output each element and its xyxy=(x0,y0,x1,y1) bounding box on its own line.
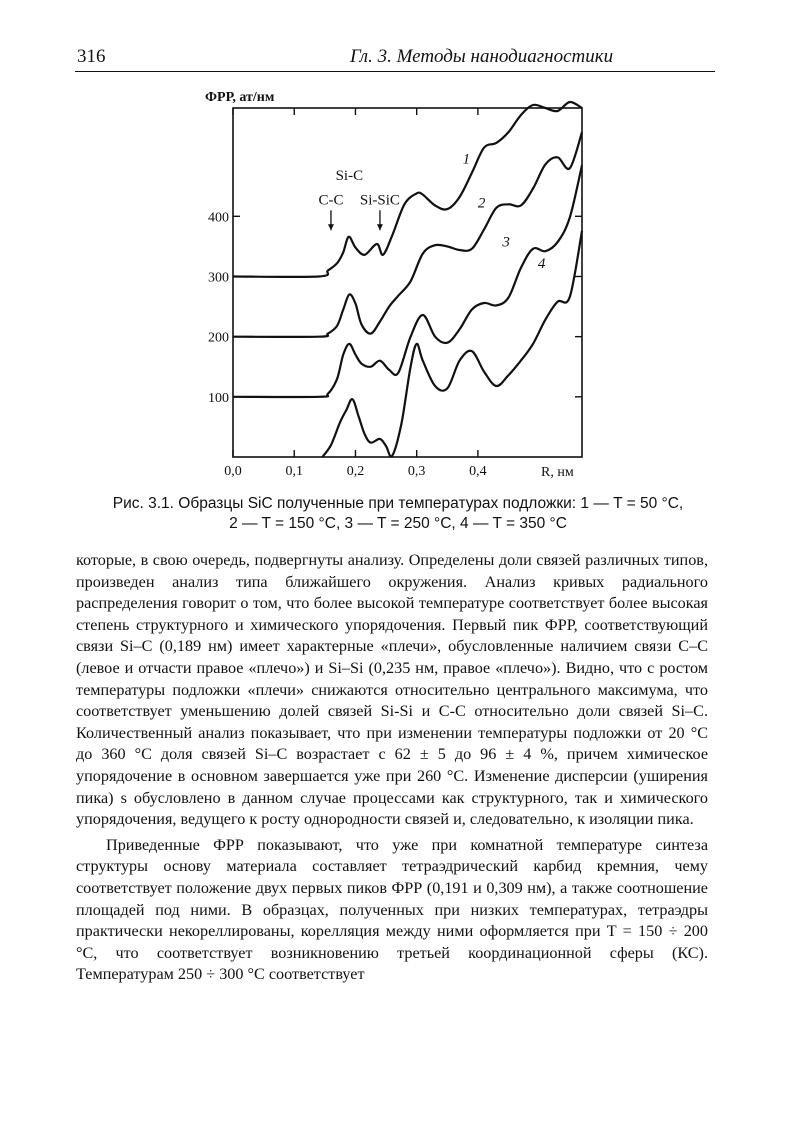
x-tick-label: 0,2 xyxy=(346,464,365,479)
x-tick-label: 0,0 xyxy=(224,464,242,479)
series-label-3: 3 xyxy=(502,234,510,251)
series-label-1: 1 xyxy=(462,151,471,168)
series-label-4: 4 xyxy=(537,256,546,273)
paragraph-2: Приведенные ФРР показывают, что уже при комнатной температуре синтеза структуры основу материала составляет тетраэдрический карбид кремния, чему соответствует положение двух первых пиков ФРР (0,191 и 0,309 нм), а также соотношение площадей под ними. В образцах, полученных при низких температурах, тетраэдры практически некореллированы, корелляция между ними оформляется при T = 150 ÷ 200 °C, что соответствует возникновению третьей координационной сферы (КС). Температурам 250 ÷ 300 °C соответствует xyxy=(76,835,708,984)
running-title: Гл. 3. Методы нанодиагностики xyxy=(350,46,614,67)
x-tick-label: 0,3 xyxy=(407,464,426,479)
paragraph-1: которые, в свою очередь, подвергнуты анализу. Определены доли связей различных типов, произведен анализ типа ближайшего окружения. Анализ кривых радиального распределения говорит о том, что более высокой температуре соответствует более высокая степень структурного и химического упорядочения. Первый пик ФРР, соответствующий связи Si–C (0,189 нм) имеет характерные «плечи», обусловленные наличием связи C–C (левое и отчасти правое «плечо») и Si–Si (0,235 нм, правое «плечо»). Видно, что с ростом температуры подложки «плечи» снижаются относительно центрального максимума, что соответствует уменьшению долей связей Si-Si и C-C относительно доли связей Si–C. Количественный анализ показывает, что при изменении температуры подложки от 20 °C до 360 °C доля связей Si–C возрастает с 62 ± 5 до 96 ± 4 %, причем химическое упорядочение в основном завершается уже при 260 °C. Изменение дисперсии (уширения пика) s обусловлено в данном случае процессами как структурного, так и химического упорядочения, ведущего к росту однородности связей и, следовательно, к изоляции пика. xyxy=(76,551,708,829)
peak-annotations xyxy=(318,168,400,230)
series-group xyxy=(233,102,582,457)
y-tick-label: 400 xyxy=(208,210,229,226)
caption-line-1: Рис. 3.1. Образцы SiC полученные при температурах подложки: 1 — T = 50 °C, xyxy=(112,495,684,512)
body-text xyxy=(76,550,708,986)
plot-frame xyxy=(233,108,582,457)
annotation-arrowhead xyxy=(377,224,383,230)
annotation-label: C-C xyxy=(318,192,344,209)
page-number: 316 xyxy=(77,46,106,67)
y-tick-label: 300 xyxy=(208,270,229,286)
x-axis-label: R, нм xyxy=(541,465,574,480)
y-tick-label: 100 xyxy=(208,390,229,406)
header-rule xyxy=(75,71,715,72)
annotation-arrowhead xyxy=(328,224,334,230)
figure-caption xyxy=(80,494,716,534)
annotation-label: Si-C xyxy=(335,168,364,185)
axis-ticks xyxy=(233,108,582,457)
page-header xyxy=(75,46,715,72)
caption-line-2: 2 — T = 150 °C, 3 — T = 250 °C, 4 — T = 350 °C xyxy=(229,515,567,532)
x-tick-label: 0,4 xyxy=(469,464,487,479)
annotation-label: Si-SiC xyxy=(359,192,400,209)
series-line-2 xyxy=(233,132,582,337)
x-tick-label: 0,1 xyxy=(285,464,303,479)
series-label-2: 2 xyxy=(477,195,486,212)
y-axis-label: ФРР, ат/нм xyxy=(205,90,275,105)
y-tick-label: 200 xyxy=(208,330,229,346)
rdf-chart xyxy=(195,86,615,486)
